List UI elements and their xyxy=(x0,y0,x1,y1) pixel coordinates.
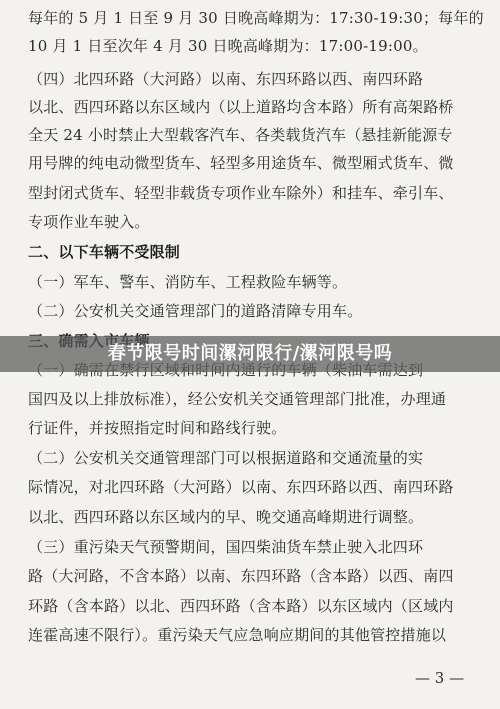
banner-title: 春节限号时间漯河限行/漯河限号吗 xyxy=(107,343,393,364)
text-line: 路（大河路，不含本路）以南、东四环路（含本路）以西、南四 xyxy=(28,567,454,585)
text-line: （三）重污染天气预警期间，国四柴油货车禁止驶入北四环 xyxy=(28,538,424,556)
section-heading: 二、以下车辆不受限制 xyxy=(28,243,181,261)
text-line: （一）军车、警车、消防车、工程救险车辆等。 xyxy=(28,273,348,291)
text-line: 连霍高速不限行）。重污染天气应急响应期间的其他管控措施以 xyxy=(28,626,447,644)
text-line: 以北、西四环路以东区域内的早、晚交通高峰期进行调整。 xyxy=(28,508,424,526)
text-line: 以北、西四环路以东区域内（以上道路均含本路）所有高架路桥 xyxy=(28,98,454,116)
text-line: 型封闭式货车、轻型非载货专项作业车除外）和挂车、牵引车、 xyxy=(28,184,454,202)
text-line: 用号牌的纯电动微型货车、轻型多用途货车、微型厢式货车、微 xyxy=(28,154,454,172)
text-line: 每年的 5 月 1 日至 9 月 30 日晚高峰期为：17:30-19:30；每年的 xyxy=(28,9,484,27)
text-line: （四）北四环路（大河路）以南、东四环路以西、南四环路 xyxy=(28,70,424,88)
text-line: 10 月 1 日至次年 4 月 30 日晚高峰期为：17:00-19:00。 xyxy=(28,37,428,55)
text-line: 环路（含本路）以北、西四环路（含本路）以东区域内（区域内 xyxy=(28,597,454,615)
text-line: 行证件，并按照指定时间和路线行驶。 xyxy=(28,419,287,437)
text-line: 际情况，对北四环路（大河路）以南、东四环路以西、南四环路 xyxy=(28,478,454,496)
text-line: 全天 24 小时禁止大型载客汽车、各类载货汽车（悬挂新能源专 xyxy=(28,126,453,144)
title-banner xyxy=(0,336,500,372)
text-line: 专项作业车驶入。 xyxy=(28,213,150,231)
text-line: 国四及以上排放标准），经公安机关交通管理部门批准，办理通 xyxy=(28,390,447,408)
text-line: （二）公安机关交通管理部门可以根据道路和交通流量的实 xyxy=(28,449,424,467)
text-line: （二）公安机关交通管理部门的道路清障专用车。 xyxy=(28,302,363,320)
page-number: — 3 — xyxy=(415,669,465,687)
